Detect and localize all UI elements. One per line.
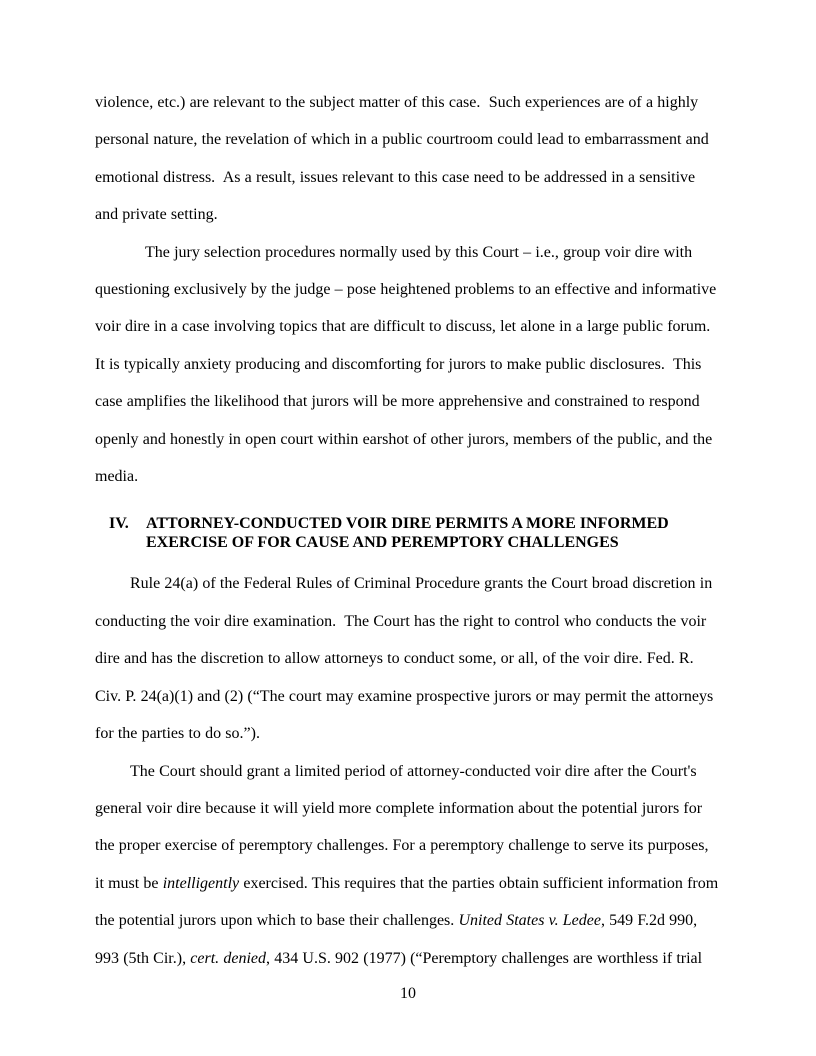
paragraph-peremptory-challenges (95, 753, 721, 977)
page-footer (0, 984, 816, 1004)
text-run: exercised. This requires that the parties obtain sufficient information from the potential jurors upon which to base their challenges. (95, 874, 723, 930)
text-run: , 549 F.2d 990, 993 (5th Cir.), (95, 912, 702, 967)
text-run-italic-cert-denied: cert. denied (190, 949, 266, 967)
text-run-italic-case-citation: United States v. Ledee (458, 912, 601, 930)
section-heading-text: ATTORNEY-CONDUCTED VOIR DIRE PERMITS A MORE INFORMED EXERCISE OF FOR CAUSE AND PEREMPTORY CHALLENGES (146, 515, 669, 552)
paragraph-jury-selection-procedures: The jury selection procedures normally used by this Court – i.e., group voir dire with questioning exclusively by the judge – pose heightened problems to an effective and informative voir dire in a case involving topics that are difficult to discuss, let alone in a large public forum. It is typically anxiety producing and discomforting for jurors to make public disclosures. This case amplifies the likelihood that jurors will be more apprehensive and constrained to respond openly and honestly in open court within earshot of other jurors, members of the public, and the media. (95, 243, 721, 486)
text-run: , 434 U.S. 902 (1977) (“Peremptory challenges are worthless if trial (266, 949, 703, 967)
section-heading (109, 514, 721, 552)
section-number: IV. (109, 515, 129, 533)
text-run: The Court should grant a limited period of attorney-conducted voir dire after the Court's general voir dire because it will yield more complete information about the potential jurors for the proper exercise of peremptory challenges. For a peremptory challenge to serve its purposes, it must be (95, 762, 713, 892)
paragraph-opening-continuation: violence, etc.) are relevant to the subject matter of this case. Such experiences are of a highly personal nature, the revelation of which in a public courtroom could lead to embarrassment and emotional distress. As a result, issues relevant to this case need to be addressed in a sensitive and private setting. (95, 94, 713, 224)
paragraph-rule-24a: Rule 24(a) of the Federal Rules of Criminal Procedure grants the Court broad discretion in conducting the voir dire examination. The Court has the right to control who conducts the voir dire and has the discretion to allow attorneys to conduct some, or all, of the voir dire. Fed. R. Civ. P. 24(a)(1) and (2) (“The court may examine prospective jurors or may permit the attorneys for the parties to do so.”). (95, 575, 718, 743)
text-run-italic-intelligently: intelligently (162, 874, 240, 892)
page-number: 10 (400, 985, 416, 1002)
